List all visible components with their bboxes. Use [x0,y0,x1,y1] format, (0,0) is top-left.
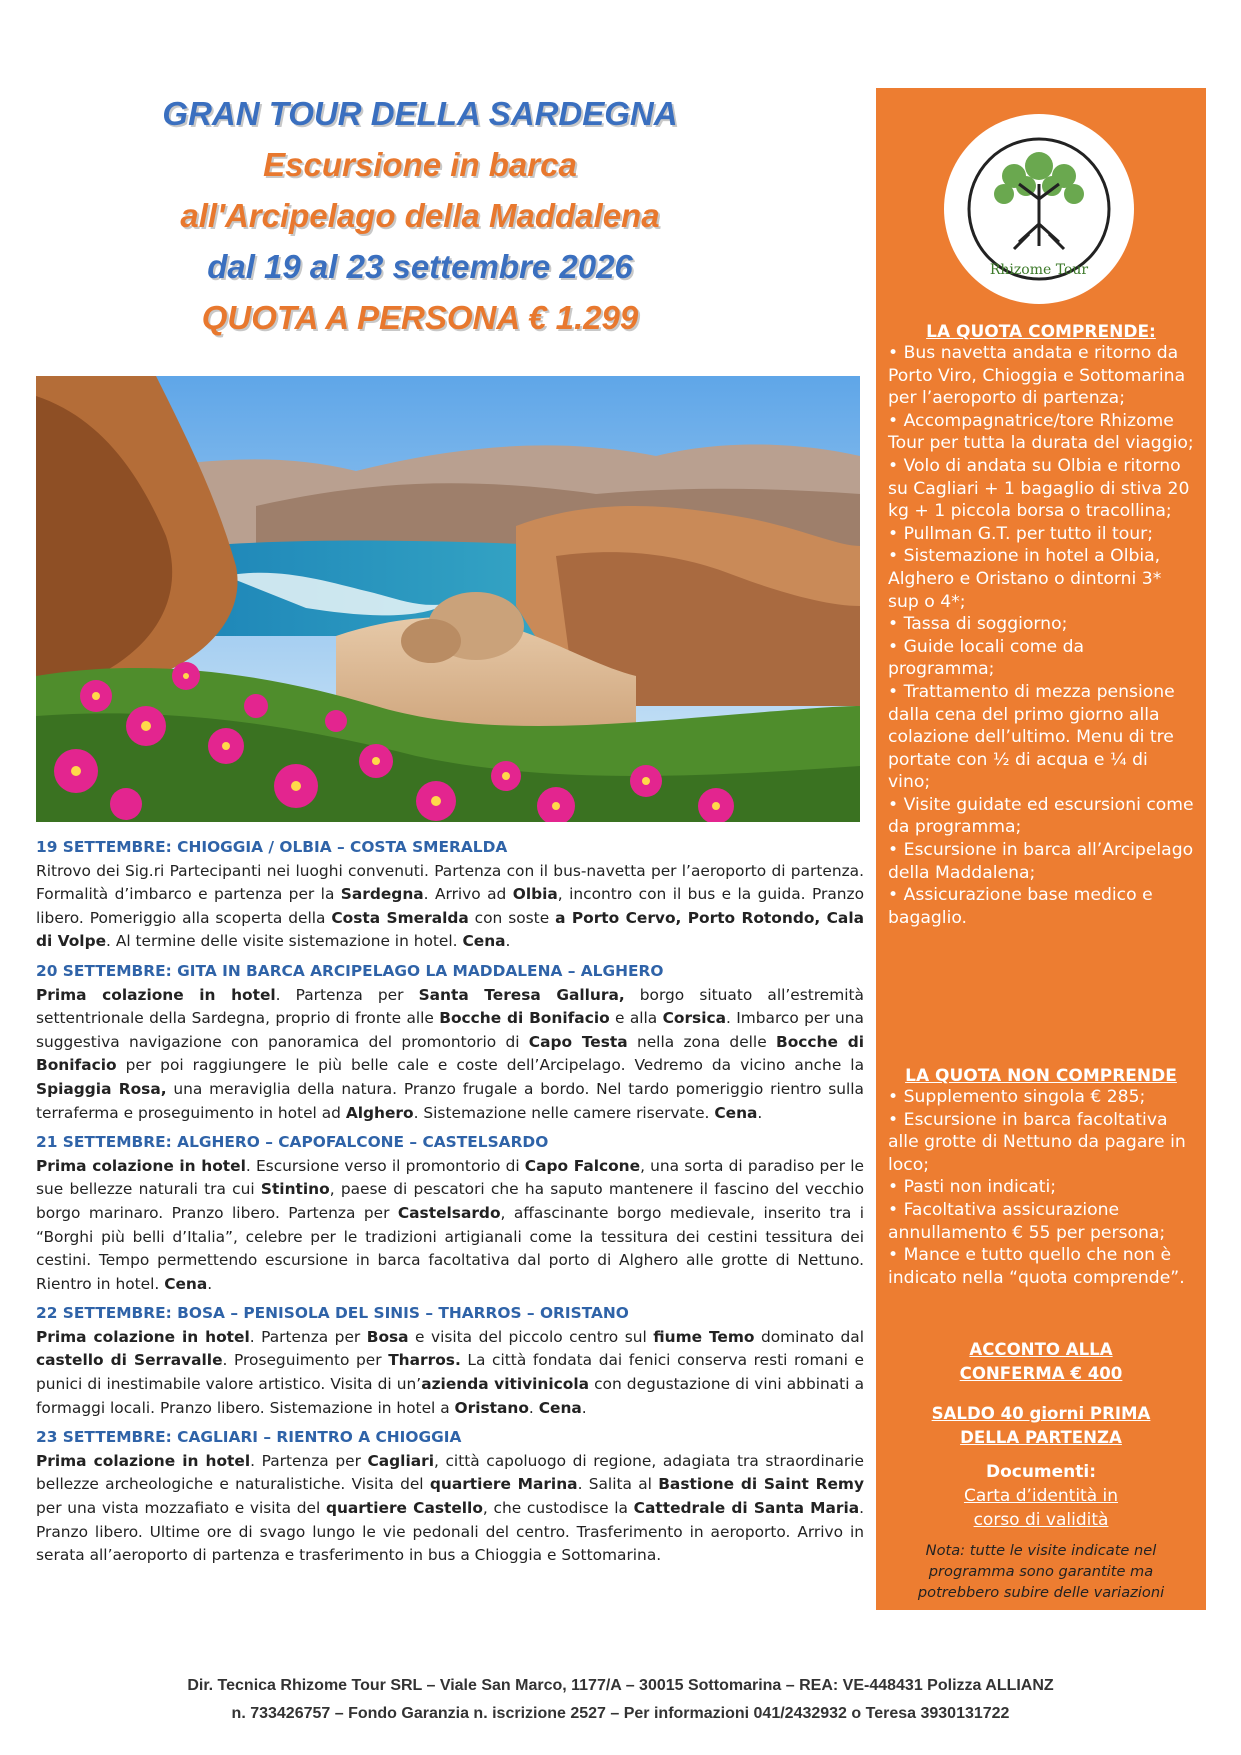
text-segment: . Arrivo ad [423,885,513,904]
text-segment: borgo situato all’estremità settentrionale della Sardegna, proprio di fronte alle [36,985,864,1028]
subtitle-archipelago: all'Arcipelago della Maddalena [180,197,660,234]
highlight-text: a Porto Cervo, Porto Rotondo, Cala di Volpe [36,908,864,951]
highlight-text: Spiaggia Rosa, [36,1079,167,1098]
day-description [36,860,864,954]
excludes-list [876,1086,1206,1289]
rhizome-tour-logo [944,114,1134,304]
day-2 [36,960,864,1125]
balance-line: SALDO 40 giorni PRIMA [931,1404,1151,1423]
day-description [36,1326,864,1420]
highlight-text: Corsica [662,1009,726,1028]
subtitle-boat: Escursione in barca [263,146,577,183]
highlight-text: Prima colazione in hotel [36,1451,251,1470]
documents-line: Carta d’identità in [963,1486,1119,1506]
highlight-text: Bocche di Bonifacio [439,1009,610,1028]
highlight-text: Bastione di Saint Remy [658,1475,864,1494]
excludes-section [876,1066,1206,1289]
text-segment: , affascinante borgo medievale, inserito tra i “Borghi più belli d’Italia”, celebre per le tradizioni artigianali come la tessitura dei cestini tessitura dei cestini. Tempo permettendo escursione in barca facoltativa dal porto di Alghero alle grotte di Nettuno. Rientro in hotel. [36,1203,864,1293]
text-segment: , che custodisce la [482,1499,634,1518]
text-segment: , città capoluogo di regione, adagiata tra straordinarie bellezze archeologiche e naturalistiche. Visita del [36,1451,864,1494]
list-item: • Escursione in barca all’Arcipelago della Maddalena; [888,840,1194,883]
list-item: • Volo di andata su Olbia e ritorno su Cagliari + 1 bagaglio di stiva 20 kg + 1 piccola borsa o tracollina; [888,455,1190,522]
day-description [36,1155,864,1297]
text-segment: . [757,1103,763,1122]
text-segment: Ritrovo dei Sig.ri Partecipanti nei luoghi convenuti. Partenza con il bus-navetta per l’aeroporto di partenza. Formalità d’imbarco e partenza per la [36,861,864,904]
title-block [60,88,780,343]
highlight-text: Cattedrale di Santa Maria [633,1499,860,1518]
text-segment: . [207,1274,213,1293]
highlight-text: Cena [538,1398,582,1417]
text-segment: . [505,932,511,951]
highlight-text: Cena [462,932,506,951]
text-segment: per poi raggiungere le più belle cale e coste dell’Arcipelago. Vedremo da vicino anche la [116,1056,864,1075]
text-segment: La città fondata dai fenici conserva resti romani e punici di inestimabile valore artistico. Visita di un’ [36,1351,864,1394]
list-item: • Pasti non indicati; [888,1177,1057,1198]
list-item: • Trattamento di mezza pensione dalla cena del primo giorno alla colazione dell’ultimo. Menu di tre portate con ½ di acqua e ¼ di vino; [888,681,1175,793]
day-1 [36,836,864,954]
highlight-text: Prima colazione in hotel [36,1327,250,1346]
highlight-text: Cagliari [367,1451,434,1470]
payment-terms [876,1338,1206,1450]
highlight-text: fiume Temo [653,1327,755,1346]
text-segment: . Sistemazione nelle camere riservate. [413,1103,715,1122]
day-title: 21 SETTEMBRE: ALGHERO – CAPOFALCONE – CASTELSARDO [36,1133,549,1152]
highlight-text: quartiere Marina [429,1475,578,1494]
highlight-text: Bosa [366,1327,409,1346]
highlight-text: Prima colazione in hotel [36,1156,246,1175]
day-title: 20 SETTEMBRE: GITA IN BARCA ARCIPELAGO LA MADDALENA – ALGHERO [36,961,664,980]
list-item: • Supplemento singola € 285; [888,1087,1146,1107]
day-title: 23 SETTEMBRE: CAGLIARI – RIENTRO A CHIOGGIA [36,1428,462,1447]
day-title: 19 SETTEMBRE: CHIOGGIA / OLBIA – COSTA SMERALDA [36,838,508,856]
footer-line-1: Dir. Tecnica Rhizome Tour SRL – Viale San Marco, 1177/A – 30015 Sottomarina – REA: VE-448431 Polizza ALLIANZ [187,1677,1054,1694]
list-item: • Guide locali come da programma; [888,636,1085,680]
itinerary [36,836,864,1574]
list-item: • Sistemazione in hotel a Olbia, Alghero e Oristano o dintorni 3* sup o 4*; [888,546,1162,612]
balance-line-2: DELLA PARTENZA [960,1428,1122,1447]
highlight-text: Capo Testa [528,1032,628,1051]
text-segment: per una vista mozzafiato e visita del [36,1499,326,1518]
day-description [36,984,864,1126]
includes-list [876,342,1206,929]
deposit-amount: CONFERMA € 400 [959,1364,1123,1383]
documents-line-2: corso di validità [973,1510,1109,1530]
highlight-text: castello di Serravalle [36,1351,223,1370]
text-segment: . Partenza per [250,1451,368,1470]
highlight-text: Stintino [260,1180,330,1199]
page-title: GRAN TOUR DELLA SARDEGNA [162,95,678,132]
highlight-text: Santa Teresa Gallura, [418,985,625,1004]
highlight-text: Sardegna [340,885,424,904]
highlight-text: Bocche di Bonifacio [36,1032,864,1075]
excludes-title: LA QUOTA NON COMPRENDE [905,1066,1177,1086]
list-item: • Facoltativa assicurazione annullamento € 55 per persona; [888,1199,1166,1243]
text-segment: . Salita al [577,1475,659,1494]
sardinia-coast-illustration [36,376,860,822]
text-segment: , incontro con il bus e la guida. Pranzo libero. Pomeriggio alla scoperta della [36,885,864,927]
highlight-text: Cena [164,1274,208,1293]
info-panel [876,88,1206,1610]
day-4 [36,1302,864,1420]
highlight-text: Olbia [512,885,558,904]
text-segment: con soste [468,908,556,927]
text-segment: . Imbarco per una suggestiva navigazione con panoramica del promontorio di [36,1009,864,1051]
text-segment: dominato dal [754,1327,864,1346]
note: Nota: tutte le visite indicate nel programma sono garantite ma potrebbero subire delle variazioni [917,1542,1165,1601]
list-item: • Accompagnatrice/tore Rhizome Tour per tutta la durata del viaggio; [888,410,1194,454]
text-segment: . Escursione verso il promontorio di [245,1156,525,1175]
text-segment: e alla [609,1009,663,1028]
text-segment: . Partenza per [249,1327,367,1346]
deposit-line: ACCONTO ALLA [969,1340,1113,1359]
footer-line-2: n. 733426757 – Fondo Garanzia n. iscrizione 2527 – Per informazioni 041/2432932 o Teresa 3930131722 [231,1705,1010,1722]
tour-dates: dal 19 al 23 settembre 2026 [207,248,633,285]
footer [0,1672,1241,1728]
text-segment: con degustazione di vini abbinati a formaggi locali. Pranzo libero. Sistemazione in hotel a [36,1375,864,1417]
highlight-text: Costa Smeralda [331,908,469,927]
logo-text: Rhizome Tour [989,262,1089,278]
text-segment: . [581,1398,587,1417]
list-item: • Escursione in barca facoltativa alle grotte di Nettuno da pagare in loco; [888,1109,1186,1175]
highlight-text: Oristano [454,1398,529,1417]
text-segment: . [528,1398,539,1417]
day-title: 22 SETTEMBRE: BOSA – PENISOLA DEL SINIS – THARROS – ORISTANO [36,1304,629,1323]
highlight-text: Cena [714,1103,758,1122]
documents-section [876,1460,1206,1532]
includes-title: LA QUOTA COMPRENDE: [926,322,1156,342]
list-item: • Assicurazione base medico e bagaglio. [888,885,1153,928]
list-item: • Pullman G.T. per tutto il tour; [888,523,1154,544]
highlight-text: Capo Falcone [524,1156,641,1175]
day-description [36,1450,864,1568]
day-5 [36,1426,864,1568]
day-3 [36,1131,864,1296]
documents-title: Documenti: [985,1462,1097,1482]
list-item: • Bus navetta andata e ritorno da Porto Viro, Chioggia e Sottomarina per l’aeroporto di partenza; [888,343,1186,409]
highlight-text: Alghero [345,1103,414,1122]
highlight-text: azienda vitivinicola [421,1375,590,1394]
text-segment: . Partenza per [275,985,419,1004]
text-segment: . Pranzo libero. Ultime ore di svago lungo le vie pedonali del centro. Trasferimento in aeroporto. Arrivo in serata all’aeroporto di partenza e trasferimento in bus a Chioggia e Sottomarina. [36,1499,865,1565]
text-segment: , una sorta di paradiso per le sue bellezze naturali tra cui [36,1156,864,1199]
highlight-text: quartiere Castello [325,1499,483,1518]
text-segment: , paese di pescatori che ha saputo mantenere il fascino del vecchio borgo marinaro. Pranzo libero. Partenza per [36,1180,864,1222]
highlight-text: Tharros. [388,1351,461,1370]
tour-price: QUOTA A PERSONA € 1.299 [201,299,639,336]
highlight-text: Prima colazione in hotel [36,985,276,1004]
includes-section [876,322,1206,929]
hero-photo [36,376,860,822]
list-item: • Visite guidate ed escursioni come da programma; [888,794,1194,838]
highlight-text: Castelsardo [397,1203,501,1222]
text-segment: nella zona delle [627,1032,776,1051]
text-segment: e visita del piccolo centro sul [408,1327,654,1346]
text-segment: una meraviglia della natura. Pranzo frugale a bordo. Nel tardo pomeriggio rientro sulla terraferma e proseguimento in hotel ad [36,1079,864,1122]
text-segment: . Al termine delle visite sistemazione in hotel. [106,932,463,951]
list-item: • Mance e tutto quello che non è indicato nella “quota comprende”. [888,1245,1185,1288]
list-item: • Tassa di soggiorno; [888,614,1068,635]
text-segment: . Proseguimento per [222,1351,389,1370]
